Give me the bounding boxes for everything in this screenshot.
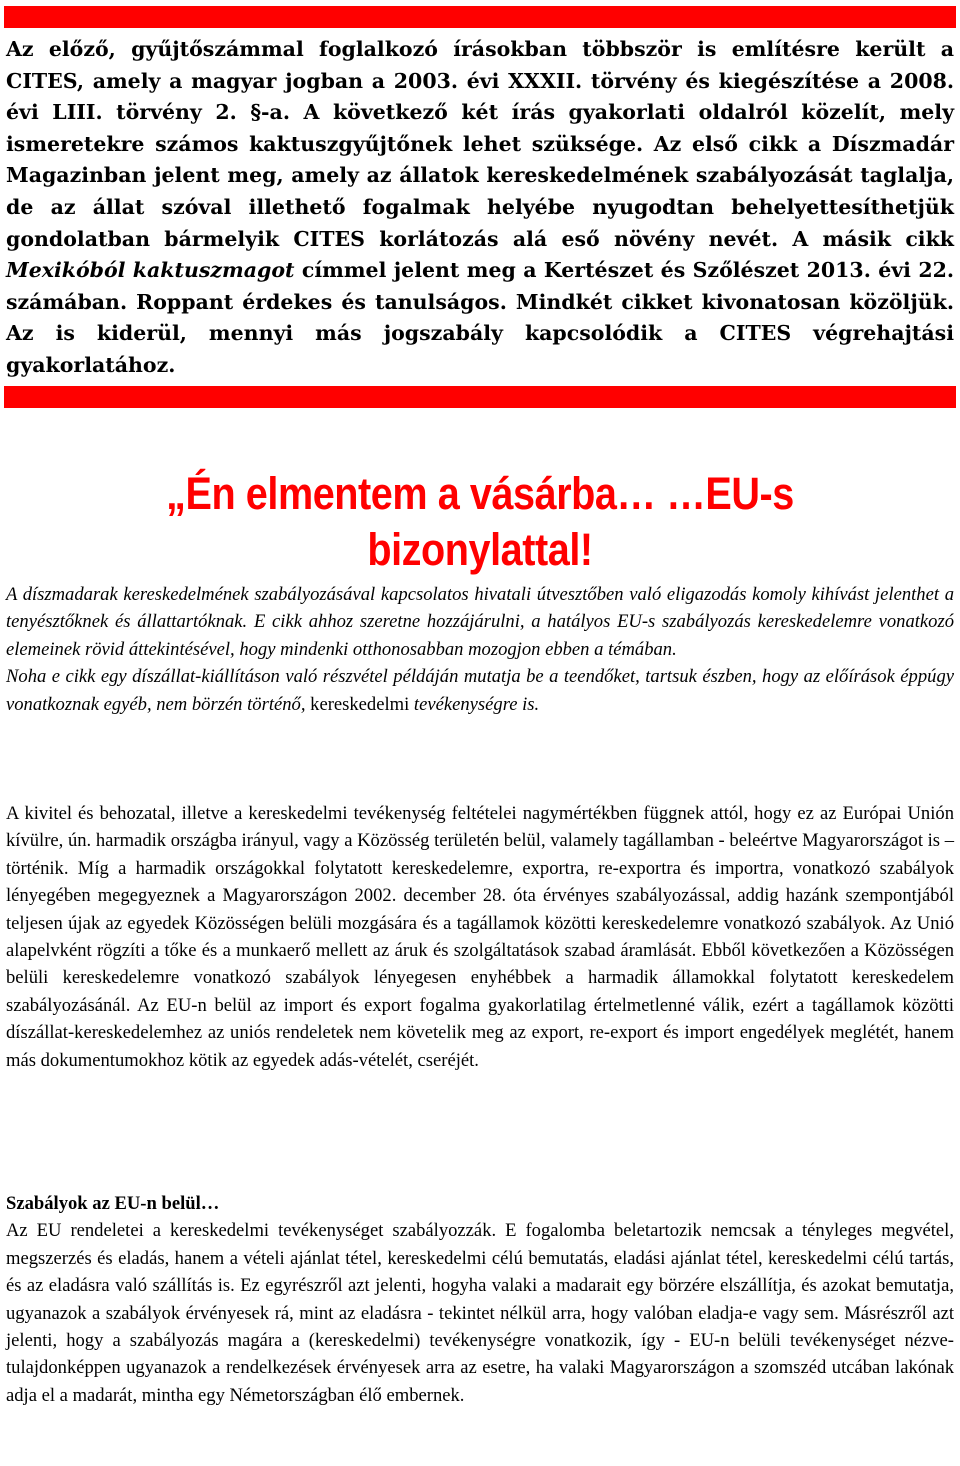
lead-italic-1: A díszmadarak kereskedelmének szabályozásával kapcsolatos hivatali útvesztőben való eligazodás komoly kihívást jelenthet a tenyésztőknek és állattartóknak. [6,584,954,633]
intro-article-title: Mexikóból kaktuszmagot [6,258,295,283]
lead-roman-tail: kereskedelmi [305,693,410,715]
section-text: Az EU rendeletei a kereskedelmi tevékenységet szabályozzák. E fogalomba beletartozik nemcsak a tényleges megvétel, megszerzés és eladás, hanem a vételi ajánlat tétel, kereskedelmi célú bemutatás, eladási ajánlat tétel, kereskedelmi célú tartás, és az eladásra való szállítás is. Ez egyrészről azt jelenti, hogyha valaki a madarait egy börzére elszállítja, és azokat bemutatja, ugyanazok a szabályok érvényesek rá, mint az eladásra - tekintet nélkül arra, hogy valóban eladja-e vagy sem. Másrészről azt jelenti, hogy a szabályozás magára a (kereskedelmi) tevékenységre vonatkozik, így - EU-n belüli tevékenységet nézve- tulajdonképpen ugyanazok a rendelkezések érvényesek arra az esetre, ha valaki Magyarországon a szomszéd utcában lakónak adja el a madarát, mintha egy Németországban élő embernek. [6,1220,954,1406]
body-paragraph-2: A kivitel és behozatal, illetve a kereskedelmi tevékenység feltételei nagymértékben függnek attól, hogy ez az Európai Unión kívülre, ún. harmadik országba irányul, vagy a Közösség területén belül, valamely tagállamban - beleértve Magyarországot is – történik. Míg a harmadik országokkal folytatott kereskedelemre, exportra, re-exportra és importra, vonatkozó szabályok lényegében megegyeznek a Magyarországon 2002. december 28. óta érvényes szabályozással, addig hazánk szempontjából teljesen újak az egyedek Közösségen belüli mozgására és a tagállamok közötti kereskedelemre vonatkozó szabályok. Az Unió alapelvként rögzíti a tőke és a munkaerő mellett az áruk és szolgáltatások szabad áramlását. Ebből következően a Közösségen belüli kereskedelemre vonatkozó szabályok lényegesen enyhébbek a harmadik államokkal folytatott kereskedelem szabályozásánál. Az EU-n belül az import és export fogalma gyakorlatilag értelmetlenné válik, ezért a tagállamok közötti díszállat-kereskedelemhez az uniós rendeletek nem követelik meg az export, re-export és import engedélyek meglétét, hanem más dokumentumokhoz kötik az egyedek adás-vételét, cseréjét. [6,803,954,1071]
intro-text-after: címmel jelent meg a Kertészet és Szőlészet 2013. évi 22. számában. Roppant érdekes és tanulságos. Mindkét cikket kivonatosan közöljük. Az is kiderül, mennyi más jogszabály kapcsolódik a CITES végrehajtási gyakorlatához. [6,258,954,377]
lead-italic-4: tevékenységre is. [409,693,540,715]
lead-italic-3: Noha e cikk egy díszállat-kiállításon való részvétel példáján mutatja be a teendőket, tartsuk észben, hogy az előírások éppúgy vonatkoznak egyéb, nem börzén történő, [6,666,954,715]
intro-text-before: Az előző, gyűjtőszámmal foglalkozó írásokban többször is említésre került a CITES, amely a magyar jogban a 2003. évi XXXII. törvény és kiegészítése a 2008. évi LIII. törvény 2. §-a. A következő két írás gyakorlati oldalról közelít, mely ismeretekre számos kaktuszgyűjtőnek lehet szüksége. Az első cikk a Díszmadár Magazinban jelent meg, amely az állatok kereskedelmének szabályozását taglalja, de az állat szóval illethető fogalmak helyébe nyugodtan behelyettesíthetjük gondolatban bármelyik CITES korlátozás alá eső növény nevét. A másik cikk [6,37,954,251]
section-subheading: Szabályok az EU-n belül… [6,1193,220,1214]
intro-paragraph [6,34,954,382]
lead-paragraph [6,581,954,718]
lead-italic-2: E cikk ahhoz szeretne hozzájárulni, a hatályos EU-s szabályozás kereskedelemre vonatkozó elemeinek rövid áttekintésével, hogy mindenki otthonosabban mozogjon ebben a témában. [6,611,954,660]
bottom-red-bar [4,386,956,408]
article-headline: „Én elmentem a vásárba… …EU-s bizonylattal! [166,468,794,575]
section-rules-eu [6,1190,954,1409]
top-red-bar [4,6,956,28]
